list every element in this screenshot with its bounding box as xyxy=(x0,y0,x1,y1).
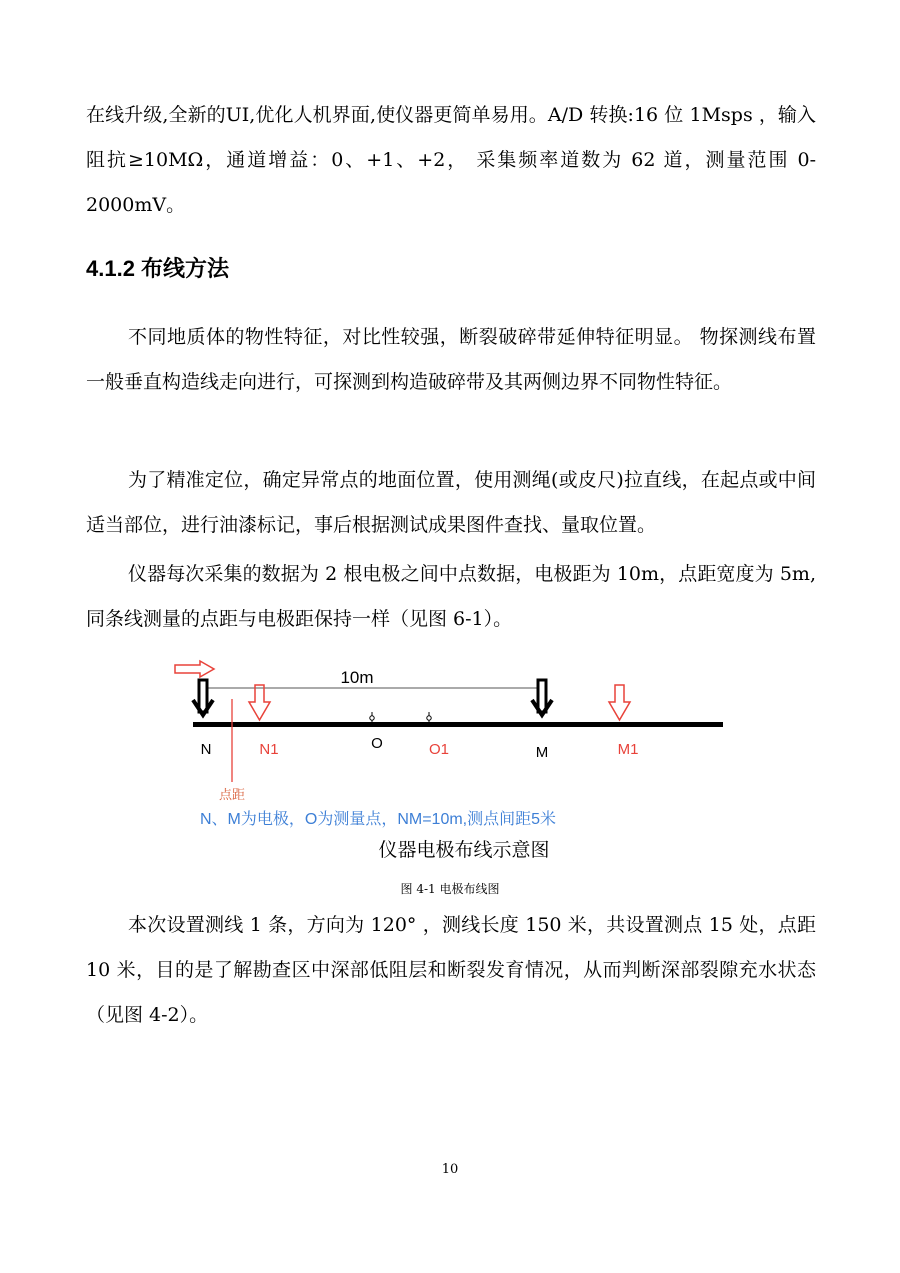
span-label: 10m xyxy=(340,668,374,687)
point-o1-marker-icon xyxy=(427,712,431,722)
point-o-marker-icon xyxy=(370,712,374,722)
baseline xyxy=(193,722,723,727)
electrode-n1-arrow-icon xyxy=(249,685,270,720)
page-number: 10 xyxy=(441,1162,459,1177)
label-point-spacing: 点距 xyxy=(218,787,246,802)
paragraph-positioning: 为了精准定位，确定异常点的地面位置，使用测绳(或皮尺)拉直线，在起点或中间适当部位，进行油漆标记，事后根据测试成果图件查找、量取位置。 xyxy=(86,469,816,536)
label-o: O xyxy=(371,735,383,752)
direction-arrow-icon xyxy=(175,661,214,677)
electrode-m-arrow-icon xyxy=(532,680,552,715)
electrode-m1-arrow-icon xyxy=(609,685,630,720)
section-heading: 4.1.2 布线方法 xyxy=(86,256,230,281)
figure-legend: N、M为电极，O为测量点，NM=10m,测点间距5米 xyxy=(200,811,557,828)
paragraph-specs: 在线升级,全新的UI,优化人机界面,使仪器更简单易用。A/D 转换:16 位 1Msps ，输入阻抗≥10MΩ，通道增益：0、+1、+2， 采集频率道数为 62 道，测量范围 0-2000mV。 xyxy=(86,104,816,216)
label-n: N xyxy=(200,741,212,758)
electrode-layout-diagram xyxy=(0,650,900,870)
electrode-n-arrow-icon xyxy=(193,680,213,715)
paragraph-electrode-spacing: 仪器每次采集的数据为 2 根电极之间中点数据，电极距为 10m，点距宽度为 5m,同条线测量的点距与电极距保持一样（见图 6-1）。 xyxy=(86,563,816,630)
figure-title: 仪器电极布线示意图 xyxy=(378,840,550,861)
label-n1: N1 xyxy=(259,741,279,758)
paragraph-survey-line: 本次设置测线 1 条，方向为 120° ，测线长度 150 米，共设置测点 15 处，点距 10 米，目的是了解勘查区中深部低阻层和断裂发育情况，从而判断深部裂隙充水状态（见图 4-2）。 xyxy=(86,914,816,1026)
figure-caption: 图 4-1 电极布线图 xyxy=(400,882,500,896)
paragraph-geology: 不同地质体的物性特征，对比性较强，断裂破碎带延伸特征明显。 物探测线布置一般垂直构造线走向进行，可探测到构造破碎带及其两侧边界不同物性特征。 xyxy=(86,326,816,393)
label-m: M xyxy=(535,744,549,761)
label-o1: O1 xyxy=(428,741,450,758)
label-m1: M1 xyxy=(617,741,639,758)
